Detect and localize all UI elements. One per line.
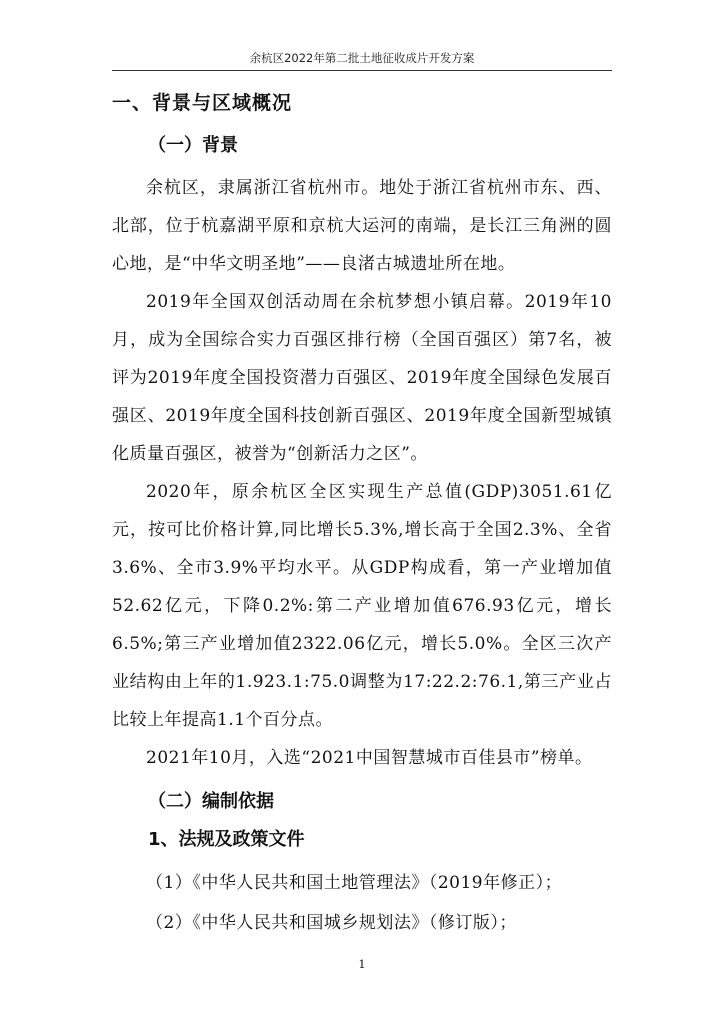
paragraph-honors: 2019年全国双创活动周在余杭梦想小镇启幕。2019年10月，成为全国综合实力百强区排行榜（全国百强区）第7名，被评为2019年度全国投资潜力百强区、2019年度全国绿色发展百强区、2019年度全国科技创新百强区、2019年度全国新型城镇化质量百强区，被誉为“创新活力之区”。 [112,292,612,464]
subsubsection-heading-laws: 1、法规及政策文件 [148,829,305,850]
page-header: 余杭区2022年第二批土地征收成片开发方案 [112,50,612,71]
paragraph-economy: 2020年，原余杭区全区实现生产总值(GDP)3051.61亿元，按可比价格计算,同比增长5.3%,增长高于全国2.3%、全省3.6%、全市3.9%平均水平。从GDP构成看，第一产业增加值52.62亿元，下降0.2%:第二产业增加值676.93亿元，增长6.5%;第三产业增加值2322.06亿元，增长5.0%。全区三次产业结构由上年的1.923.1:75.0调整为17:22.2:76.1,第三产业占比较上年提高1.1个百分点。 [112,482,612,730]
document-body [112,88,612,943]
section-heading: 一、背景与区域概况 [112,92,293,114]
paragraph-overview: 余杭区，隶属浙江省杭州市。地处于浙江省杭州市东、西、北部，位于杭嘉湖平原和京杭大运河的南端，是长江三角洲的圆心地，是“中华文明圣地”——良渚古城遗址所在地。 [112,178,612,274]
subsection-heading-background: （一）背景 [148,135,238,156]
list-item: （1）《中华人民共和国土地管理法》（2019年修正）； [146,873,563,893]
paragraph-smart-city: 2021年10月，入选“2021中国智慧城市百佳县市”榜单。 [146,748,593,768]
page-number: 1 [358,958,366,971]
subsection-heading-basis: （二）编制依据 [148,791,274,812]
list-item: （2）《中华人民共和国城乡规划法》（修订版）； [146,913,517,933]
